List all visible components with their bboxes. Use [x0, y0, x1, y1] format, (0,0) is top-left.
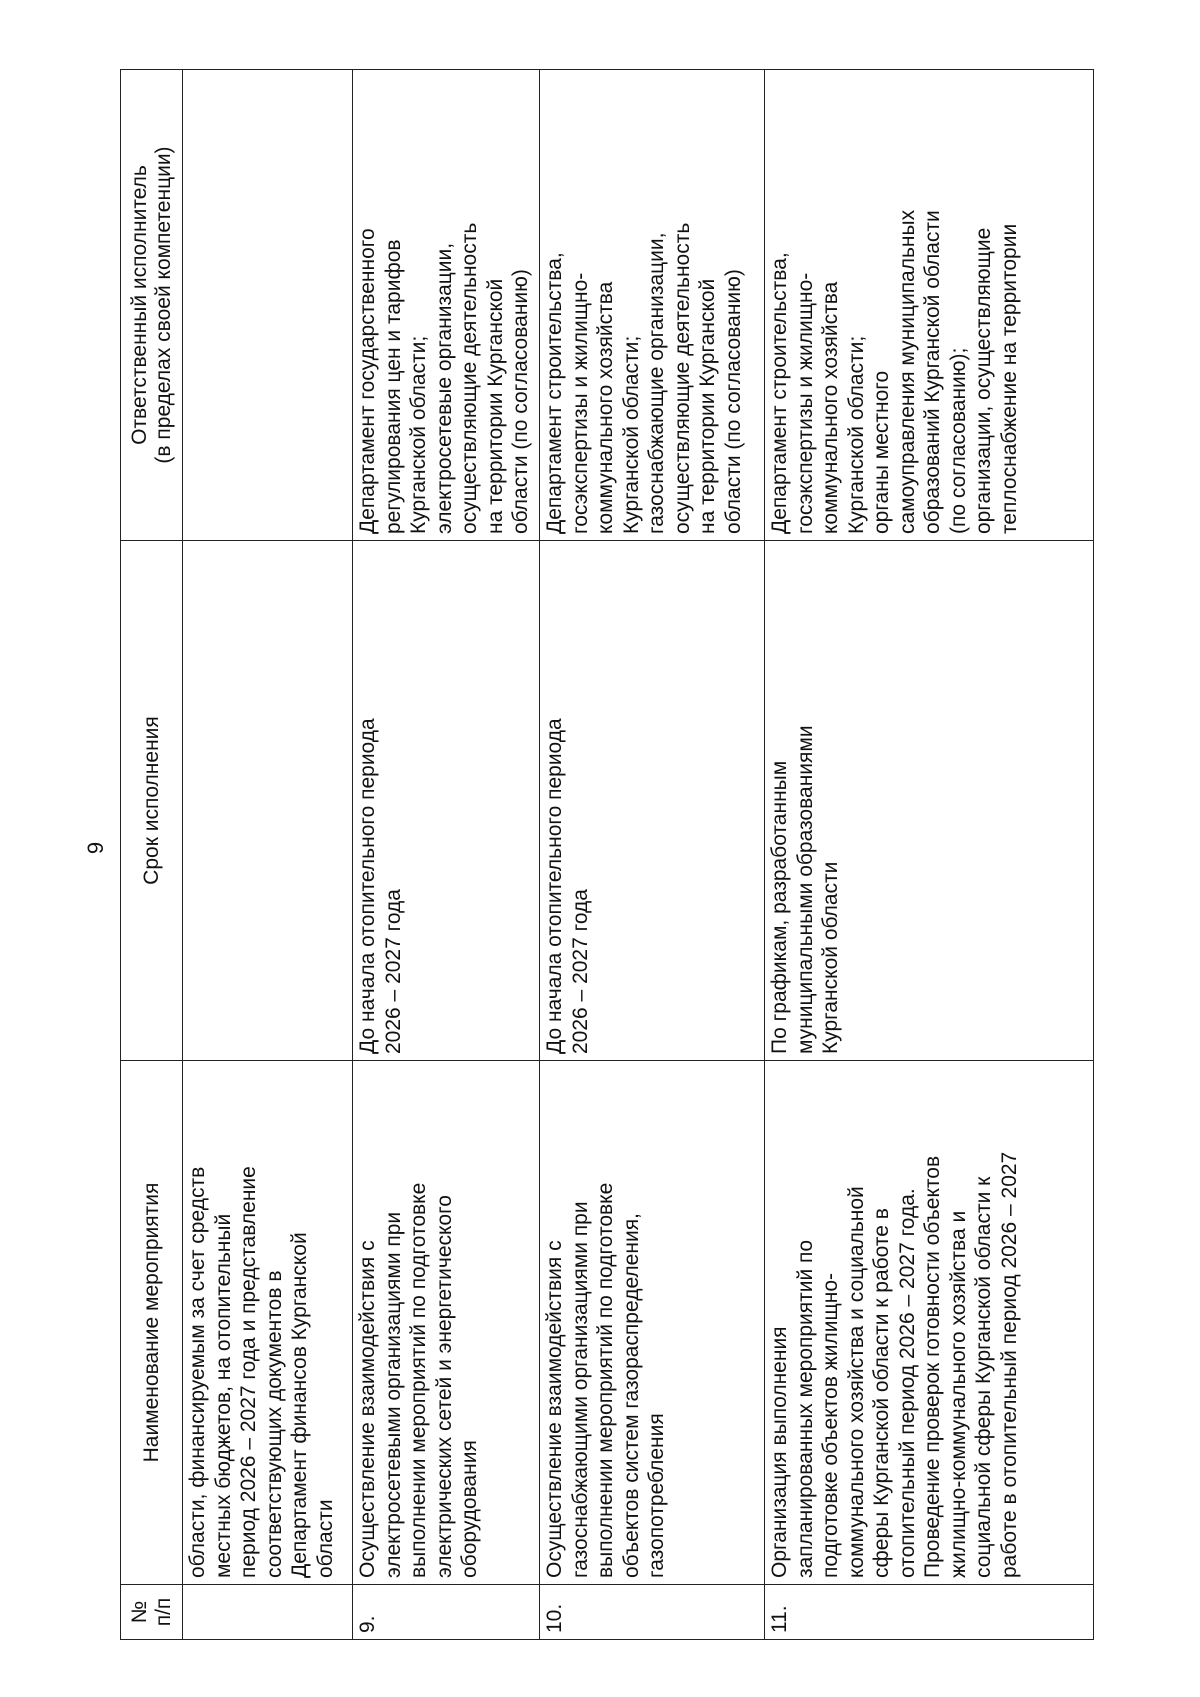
row-term: По графикам, разработанным муниципальными образованиями Курганской области [768, 725, 842, 1054]
row-name: области, финансируемым за счет средств местных бюджетов, на отопительный период 2026 – 2027 года и представление соответствующих документов в Департамент финансов Курганской области [183, 1061, 353, 1585]
table-row [765, 70, 1094, 1640]
table-row [353, 70, 540, 1640]
row-num: 9. [353, 1585, 540, 1640]
row-responsible [183, 70, 353, 541]
row-name: Осуществление взаимодействия с электросетевыми организациями при выполнении мероприятий по подготовке электрических сетей и энергетического оборудования [353, 1061, 540, 1585]
header-name: Наименование мероприятия [121, 1061, 183, 1585]
measures-table [120, 69, 1094, 1640]
table-header-row [121, 70, 183, 1640]
row-responsible: Департамент государственного регулирования цен и тарифов Курганской области; электросетевые организации, осуществляющие деятельность на территории Курганской области (по согласованию) [353, 70, 540, 541]
row-num: 11. [768, 1605, 791, 1633]
table-row [540, 70, 765, 1640]
row-term [183, 541, 353, 1061]
row-num [183, 1585, 353, 1640]
row-name-cell [765, 1061, 1094, 1585]
row-responsible-cell [765, 70, 1094, 541]
page-number: 9 [83, 841, 108, 855]
row-name: Организация выполнения запланированных мероприятий по подготовке объектов жилищно- коммунального хозяйства и социальной сферы Курганской области к работе в отопительный период 2026 – 2027 года. Проведение проверок готовности объектов жилищно-коммунального хозяйства и социальной сферы Курганской области к работе в отопительный период 2026 – 2027 [768, 1151, 1021, 1578]
rotated-table-frame [120, 70, 1095, 1640]
header-term: Срок исполнения [121, 541, 183, 1061]
row-num-cell [765, 1585, 1094, 1640]
header-num: № п/п [121, 1585, 183, 1640]
row-term: До начала отопительного периода 2026 – 2027 года [540, 541, 765, 1061]
row-responsible: Департамент строительства, госэкспертизы и жилищно- коммунального хозяйства Курганской области; органы местного самоуправления муниципальных образований Курганской области (по согласованию); организации, осуществляющие теплоснабжение на территории [768, 209, 1021, 534]
header-responsible: Ответственный исполнитель (в пределах своей компетенции) [121, 70, 183, 541]
table-row [183, 70, 353, 1640]
row-responsible: Департамент строительства, госэкспертизы и жилищно- коммунального хозяйства Курганской области; газоснабжающие организации, осуществляющие деятельность на территории Курганской области (по согласованию) [540, 70, 765, 541]
row-name: Осуществление взаимодействия с газоснабжающими организациями при выполнении мероприятий по подготовке объектов систем газораспределения, газопотребления [540, 1061, 765, 1585]
row-term-cell [765, 541, 1094, 1061]
row-num: 10. [540, 1585, 765, 1640]
row-term: До начала отопительного периода 2026 – 2027 года [353, 541, 540, 1061]
